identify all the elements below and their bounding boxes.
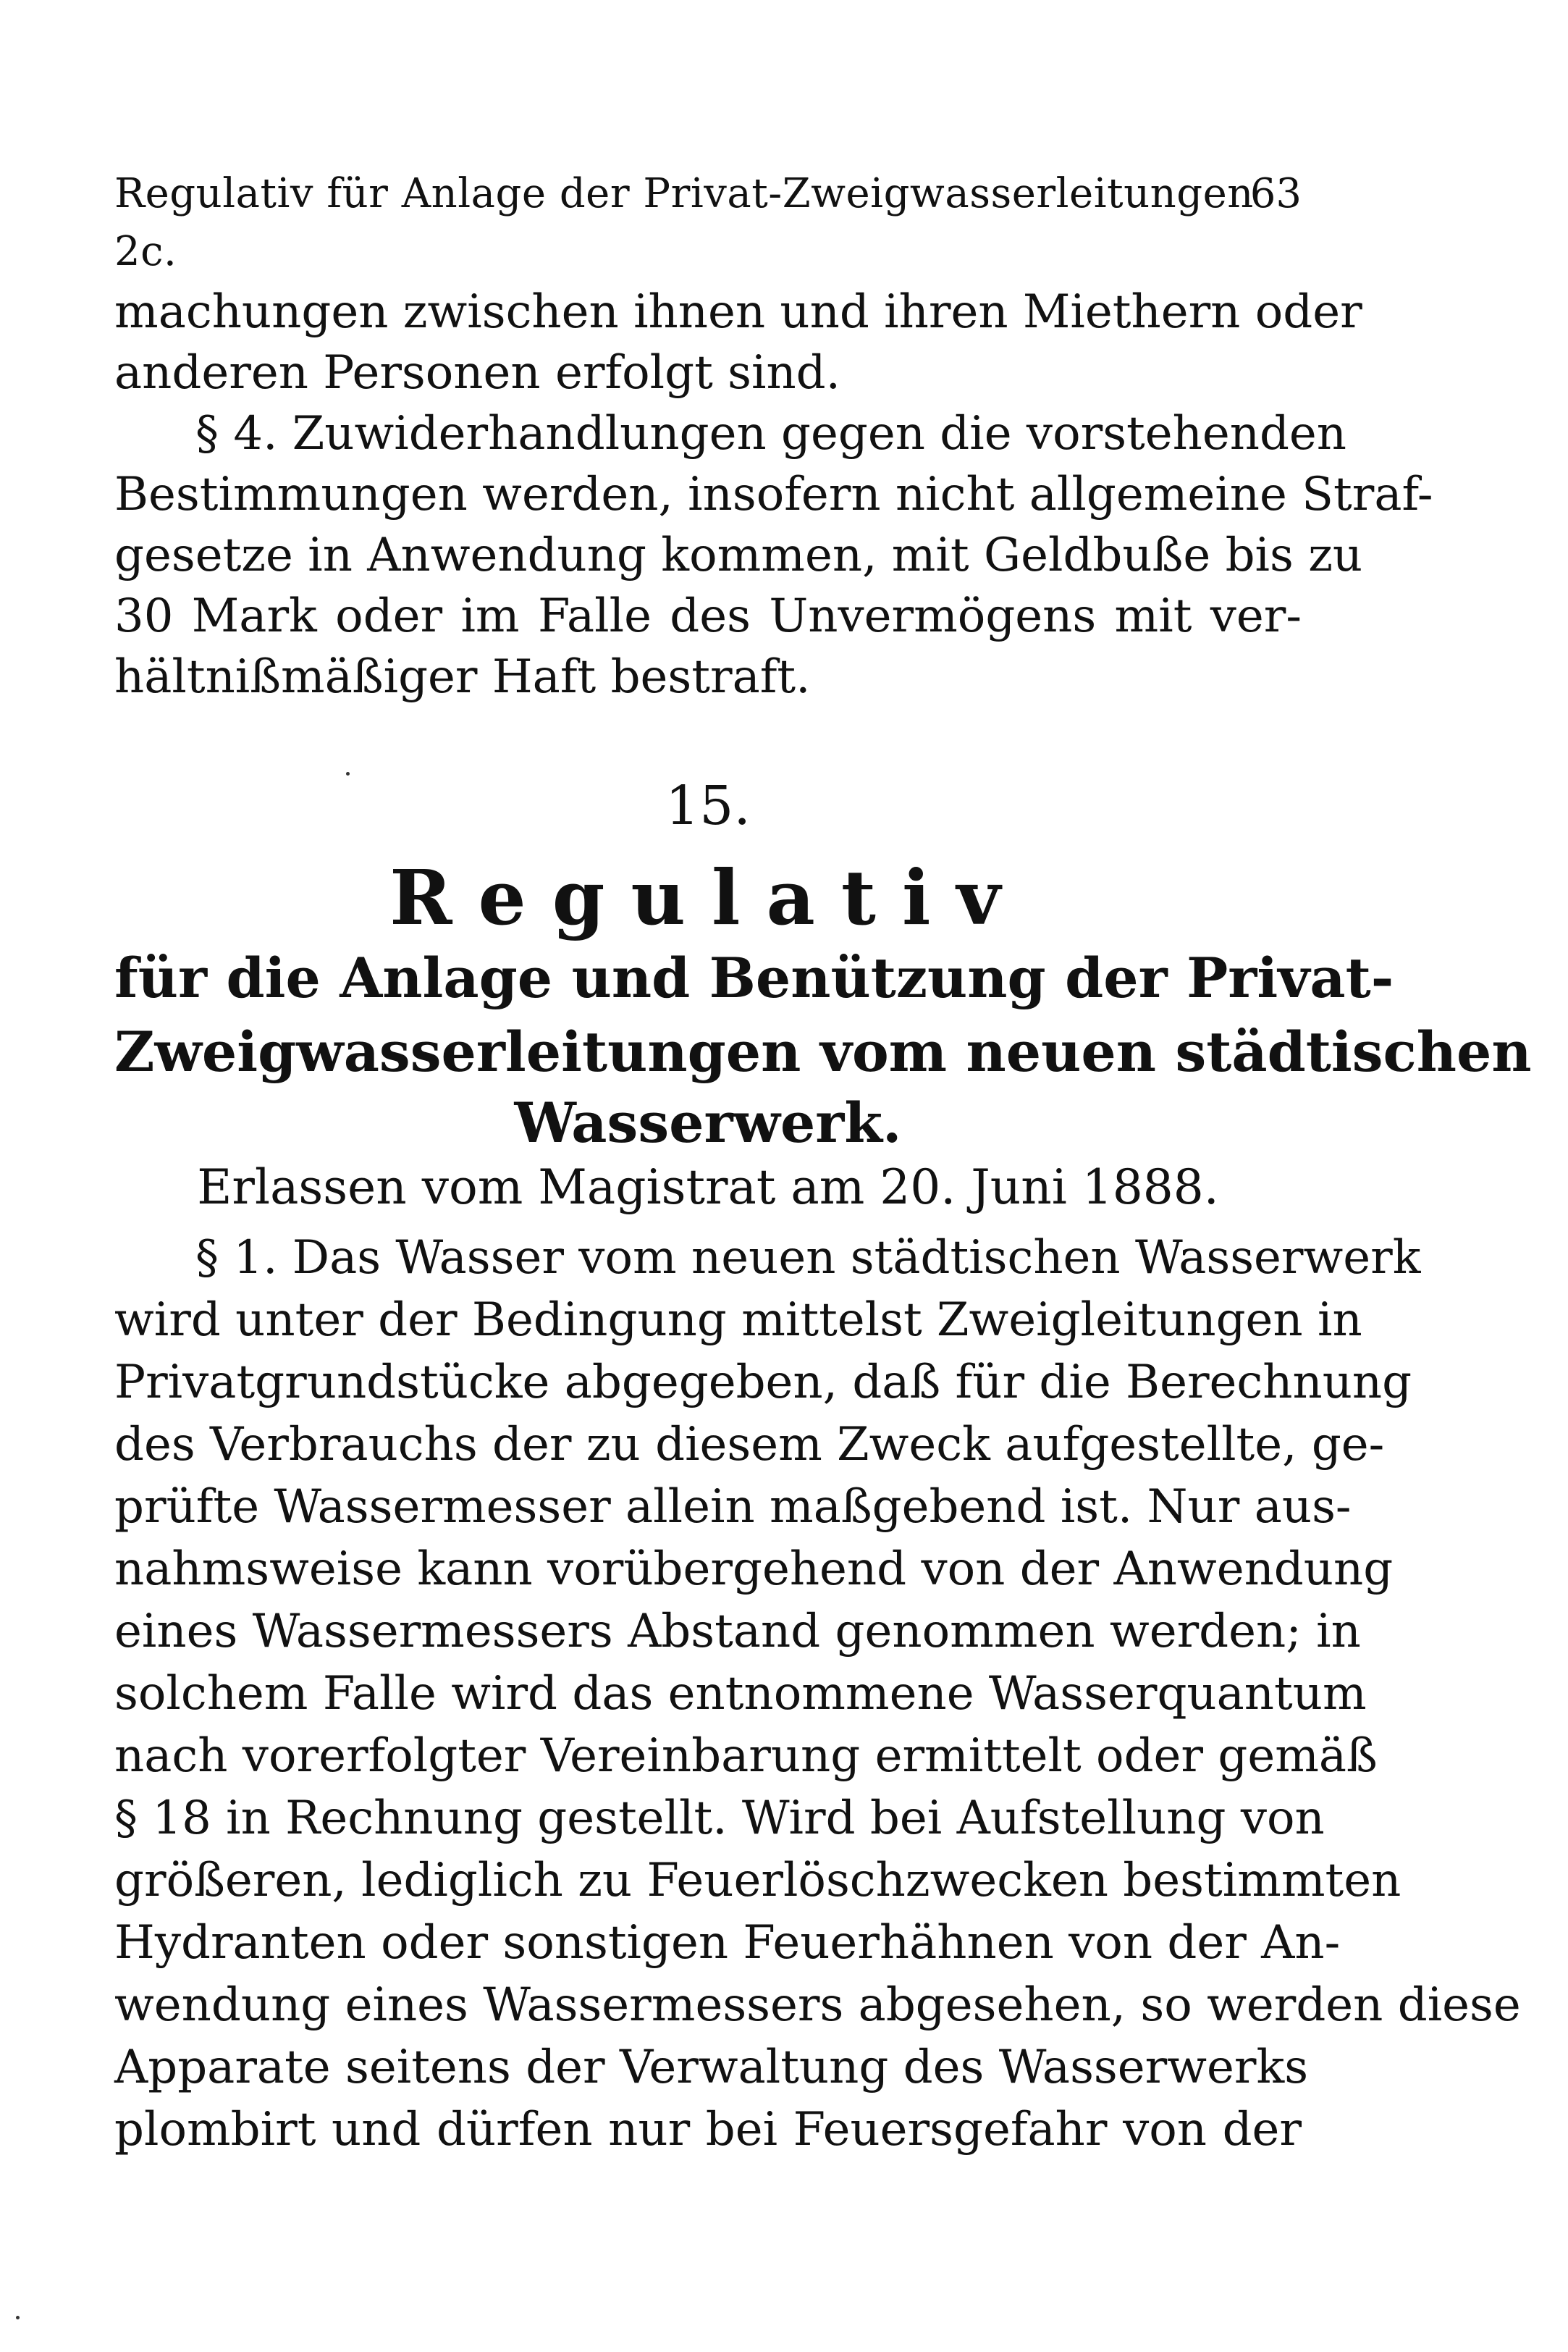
section-title: Regulativ (389, 853, 1027, 942)
text-line: machungen zwischen ihnen und ihren Miethern oder (114, 285, 1362, 339)
text-line: Hydranten oder sonstigen Feuerhähnen von der An- (114, 1916, 1341, 1970)
text-line: Privatgrundstücke abgegeben, daß für die Berechnung (114, 1356, 1412, 1409)
text-line: § 18 in Rechnung gestellt. Wird bei Aufstellung von (114, 1792, 1325, 1845)
page-number: 63 (1249, 170, 1302, 217)
section-heading-line: Zweigwasserleitungen vom neuen städtischen (114, 1020, 1532, 1084)
text-line: des Verbrauchs der zu diesem Zweck aufgestellte, ge- (114, 1418, 1385, 1471)
text-line: nach vorerfolgter Vereinbarung ermittelt oder gemäß (114, 1729, 1378, 1783)
running-head-title: Regulativ für Anlage der Privat-Zweigwasserleitungen 2c. (114, 170, 1254, 275)
text-line: solchem Falle wird das entnommene Wasserquantum (114, 1667, 1367, 1721)
text-line: § 4. Zuwiderhandlungen gegen die vorstehenden (195, 407, 1346, 461)
text-line: § 1. Das Wasser vom neuen städtischen Wasserwerk (195, 1231, 1421, 1285)
section-heading-line: für die Anlage und Benützung der Privat- (114, 946, 1394, 1010)
text-line: nahmsweise kann vorübergehend von der Anwendung (114, 1542, 1394, 1596)
print-speck (16, 2316, 20, 2319)
text-line: prüfte Wassermesser allein maßgebend ist. Nur aus- (114, 1480, 1352, 1534)
text-line: 30 Mark oder im Falle des Unvermögens mit ver- (114, 589, 1302, 643)
text-line: eines Wassermessers Abstand genommen werden; in (114, 1605, 1361, 1658)
section-number: 15. (665, 775, 751, 837)
issued-note: Erlassen vom Magistrat am 20. Juni 1888. (197, 1159, 1219, 1215)
text-line: wird unter der Bedingung mittelst Zweigleitungen in (114, 1293, 1362, 1347)
section-heading-line: Wasserwerk. (514, 1091, 902, 1155)
running-head (114, 165, 1302, 275)
text-line: wendung eines Wassermessers abgesehen, so werden diese (114, 1978, 1521, 2032)
text-line: hältnißmäßiger Haft bestraft. (114, 650, 811, 704)
text-line: Apparate seitens der Verwaltung des Wasserwerks (114, 2041, 1309, 2094)
text-line: plombirt und dürfen nur bei Feuersgefahr von der (114, 2103, 1302, 2156)
text-line: gesetze in Anwendung kommen, mit Geldbuße bis zu (114, 529, 1363, 582)
text-line: größeren, lediglich zu Feuerlöschzwecken bestimmten (114, 1854, 1401, 1907)
text-line: Bestimmungen werden, insofern nicht allgemeine Straf- (114, 468, 1433, 521)
text-line: anderen Personen erfolgt sind. (114, 346, 840, 400)
